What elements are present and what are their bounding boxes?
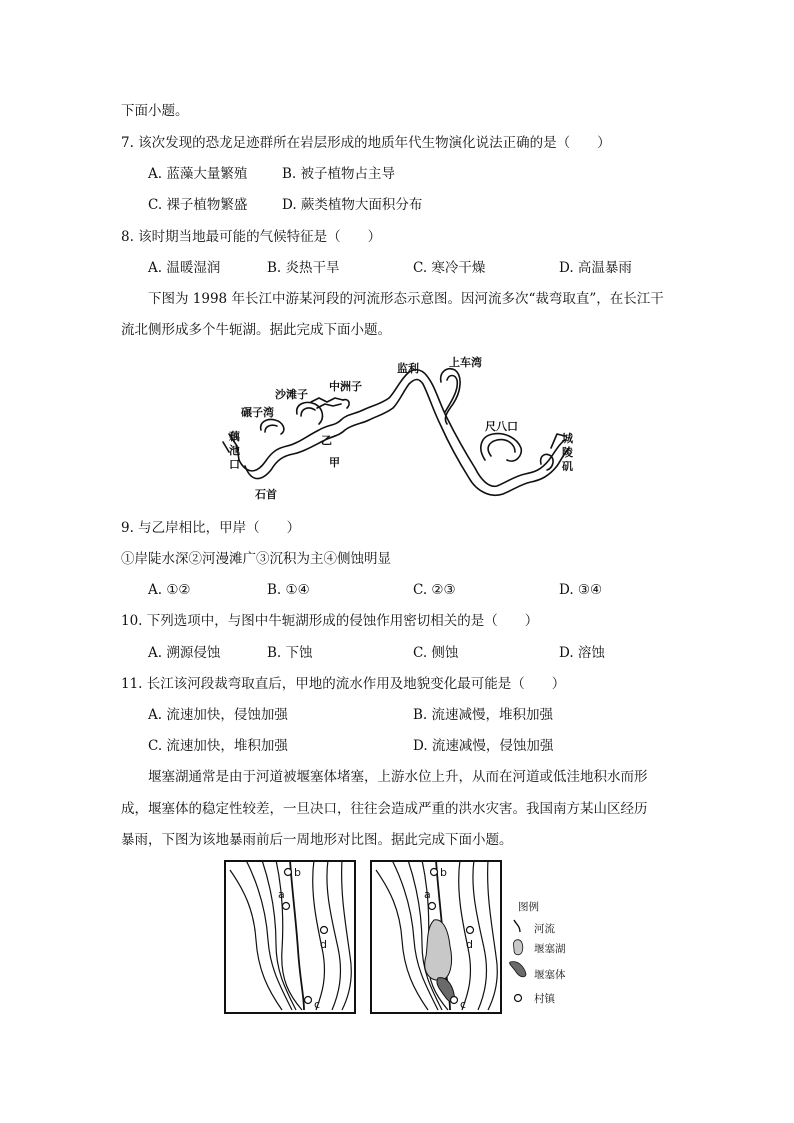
passage-dammed-lake-1: 堰塞湖通常是由于河道被堰塞体堵塞，上游水位上升，从而在河道或低洼地积水而形 bbox=[148, 769, 648, 785]
q9-option-c: C. ②③ bbox=[413, 582, 456, 598]
q8-option-b: B. 炎热干旱 bbox=[267, 260, 340, 276]
q9-option-d: D. ③④ bbox=[559, 582, 603, 598]
q7-option-a: A. 蓝藻大量繁殖 bbox=[148, 166, 248, 182]
town-d-after bbox=[467, 927, 474, 934]
legend-town-label: 村镇 bbox=[534, 993, 555, 1005]
question-11: 11. 长江该河段裁弯取直后，甲地的流水作用及地貌变化最可能是（ ） bbox=[121, 676, 566, 692]
passage-dammed-lake-2: 成，堰塞体的稳定性较差，一旦决口，往往会造成严重的洪水灾害。我国南方某山区经历 bbox=[121, 801, 648, 817]
label-d-before: d bbox=[320, 938, 327, 951]
town-c-after bbox=[451, 997, 458, 1004]
town-d-before bbox=[321, 927, 328, 934]
terrain-comparison-map bbox=[224, 860, 584, 1016]
label-c-before: c bbox=[314, 998, 321, 1011]
label-a-before: a bbox=[278, 888, 285, 901]
q8-option-c: C. 寒冷干燥 bbox=[413, 260, 486, 276]
label-chenglingji-1: 城 bbox=[562, 432, 573, 445]
q9-option-b: B. ①④ bbox=[267, 582, 310, 598]
label-oukou-1: 藕 bbox=[229, 430, 240, 443]
town-a-after bbox=[429, 903, 436, 910]
label-chibakou: 尺八口 bbox=[485, 420, 518, 433]
label-oukou-2: 池 bbox=[229, 444, 240, 457]
passage-dammed-lake-3: 暴雨，下图为该地暴雨前后一周地形对比图。据此完成下面小题。 bbox=[121, 832, 513, 848]
label-c-after: c bbox=[460, 998, 467, 1011]
legend-river-label: 河流 bbox=[534, 923, 555, 935]
q8-option-d: D. 高温暴雨 bbox=[559, 260, 632, 276]
label-shishou: 石首 bbox=[255, 488, 277, 501]
q10-option-a: A. 溯源侵蚀 bbox=[148, 645, 221, 661]
legend-dam-symbol bbox=[510, 962, 526, 977]
q7-option-c: C. 裸子植物繁盛 bbox=[148, 197, 248, 213]
label-oukou-3: 口 bbox=[229, 458, 240, 471]
question-7: 7. 该次发现的恐龙足迹群所在岩层形成的地质年代生物演化说法正确的是（ ） bbox=[121, 135, 611, 151]
passage-river-2: 流北侧形成多个牛轭湖。据此完成下面小题。 bbox=[121, 322, 391, 338]
town-b-after bbox=[431, 869, 438, 876]
legend-dam-label: 堰塞体 bbox=[534, 969, 566, 981]
q7-option-d: D. 蕨类植物大面积分布 bbox=[282, 197, 423, 213]
passage-river-1: 下图为 1998 年长江中游某河段的河流形态示意图。因河流多次“裁弯取直”，在长江干 bbox=[148, 291, 664, 307]
label-b-before: b bbox=[294, 866, 301, 879]
label-chenglingji-3: 矶 bbox=[562, 460, 573, 473]
label-zhongzhouzi: 中洲子 bbox=[329, 380, 362, 393]
label-a-after: a bbox=[424, 888, 431, 901]
q11-option-c: C. 流速加快，堆积加强 bbox=[148, 738, 288, 754]
label-jia: 甲 bbox=[329, 456, 340, 469]
town-c-before bbox=[305, 997, 312, 1004]
legend-river-symbol bbox=[514, 920, 520, 932]
legend-lake-symbol bbox=[514, 940, 523, 955]
q8-option-a: A. 温暖湿润 bbox=[148, 260, 221, 276]
q11-option-a: A. 流速加快，侵蚀加强 bbox=[148, 707, 288, 723]
question-8: 8. 该时期当地最可能的气候特征是（ ） bbox=[121, 229, 382, 245]
label-chenglingji-2: 陵 bbox=[562, 446, 573, 459]
q7-option-b: B. 被子植物占主导 bbox=[282, 166, 396, 182]
q10-option-b: B. 下蚀 bbox=[267, 645, 313, 661]
question-9: 9. 与乙岸相比，甲岸（ ） bbox=[121, 520, 301, 536]
label-shatanzi: 沙滩子 bbox=[275, 388, 308, 401]
legend-title: 图例 bbox=[518, 901, 539, 913]
q11-option-b: B. 流速减慢，堆积加强 bbox=[413, 707, 554, 723]
label-d-after: d bbox=[466, 938, 473, 951]
label-b-after: b bbox=[440, 866, 447, 879]
q10-option-d: D. 溶蚀 bbox=[559, 645, 605, 661]
label-tiaoguanwan: 碾子湾 bbox=[241, 406, 274, 419]
q9-option-a: A. ①② bbox=[148, 582, 191, 598]
town-a-before bbox=[283, 903, 290, 910]
q10-option-c: C. 侧蚀 bbox=[413, 645, 459, 661]
map-legend bbox=[510, 900, 566, 1005]
town-b-before bbox=[285, 869, 292, 876]
question-10: 10. 下列选项中，与图中牛轭湖形成的侵蚀作用密切相关的是（ ） bbox=[121, 613, 539, 629]
label-shangchewan: 上车湾 bbox=[449, 356, 482, 369]
river-morphology-map bbox=[215, 352, 585, 504]
label-yi: 乙 bbox=[321, 434, 332, 447]
label-jianli: 监利 bbox=[397, 362, 419, 375]
intro-text-tail: 下面小题。 bbox=[121, 103, 189, 119]
q11-option-d: D. 流速减慢，侵蚀加强 bbox=[413, 738, 554, 754]
question-9-statements: ①岸陡水深②河漫滩广③沉积为主④侧蚀明显 bbox=[121, 551, 391, 567]
legend-lake-label: 堰塞湖 bbox=[534, 943, 566, 955]
legend-town-symbol bbox=[515, 995, 522, 1002]
